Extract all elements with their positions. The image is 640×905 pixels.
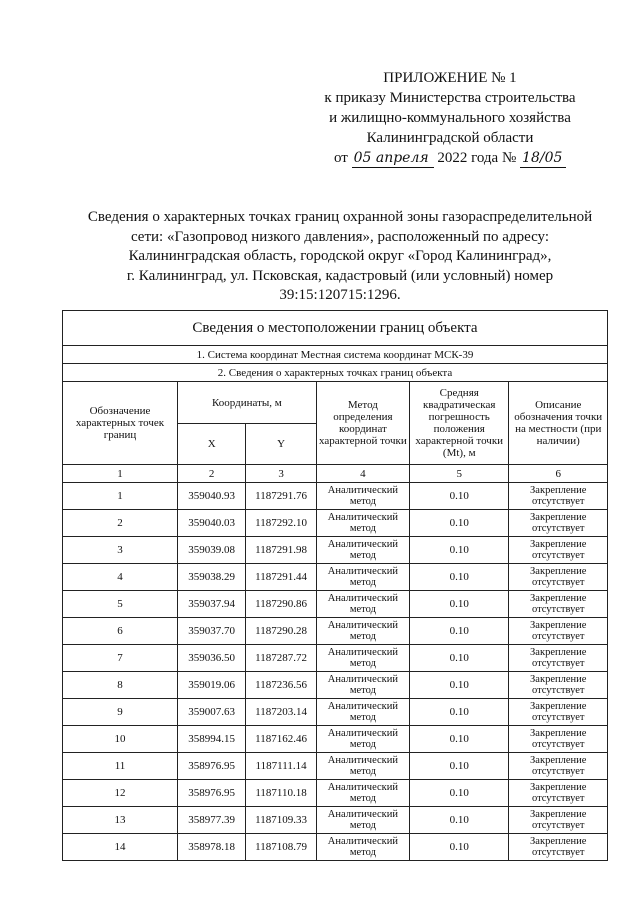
point-number: 11 xyxy=(63,753,178,780)
point-number: 6 xyxy=(63,618,178,645)
coord-y: 1187109.33 xyxy=(246,807,316,834)
table-row xyxy=(63,726,608,753)
coord-x: 358977.39 xyxy=(177,807,245,834)
accuracy: 0.10 xyxy=(410,834,509,861)
point-description: Закрепление отсутствует xyxy=(509,699,608,726)
title-line: Калининградская область, городской округ «Город Калининград», xyxy=(128,248,552,264)
column-number: 2 xyxy=(177,465,245,483)
coord-y: 1187203.14 xyxy=(246,699,316,726)
point-number: 13 xyxy=(63,807,178,834)
method: Аналитический метод xyxy=(316,780,409,807)
method: Аналитический метод xyxy=(316,807,409,834)
header-y: Y xyxy=(246,424,316,465)
section-title: Сведения о местоположении границ объекта xyxy=(63,311,608,346)
boundary-points-table xyxy=(62,310,608,861)
header-accuracy: Средняя квадратическая погрешность положения характерной точки (Mt), м xyxy=(410,382,509,465)
coord-y: 1187291.98 xyxy=(246,537,316,564)
point-description: Закрепление отсутствует xyxy=(509,672,608,699)
point-number: 4 xyxy=(63,564,178,591)
coord-y: 1187111.14 xyxy=(246,753,316,780)
point-description: Закрепление отсутствует xyxy=(509,807,608,834)
accuracy: 0.10 xyxy=(410,510,509,537)
method: Аналитический метод xyxy=(316,537,409,564)
accuracy: 0.10 xyxy=(410,645,509,672)
coord-x: 359007.63 xyxy=(177,699,245,726)
column-number: 1 xyxy=(63,465,178,483)
title-line: сети: «Газопровод низкого давления», расположенный по адресу: xyxy=(130,228,550,245)
accuracy: 0.10 xyxy=(410,780,509,807)
method: Аналитический метод xyxy=(316,564,409,591)
table-row xyxy=(63,753,608,780)
appendix-header xyxy=(300,68,600,168)
coord-x: 358994.15 xyxy=(177,726,245,753)
points-heading: 2. Сведения о характерных точках границ объекта xyxy=(63,364,608,382)
column-number: 6 xyxy=(509,465,608,483)
section-title-row xyxy=(63,311,608,346)
point-number: 8 xyxy=(63,672,178,699)
coord-x: 359040.03 xyxy=(177,510,245,537)
point-number: 1 xyxy=(63,483,178,510)
point-description: Закрепление отсутствует xyxy=(509,483,608,510)
header-designation: Обозначение характерных точек границ xyxy=(63,382,178,465)
accuracy: 0.10 xyxy=(410,807,509,834)
point-description: Закрепление отсутствует xyxy=(509,834,608,861)
column-numbers-row xyxy=(63,465,608,483)
method: Аналитический метод xyxy=(316,510,409,537)
header-description: Описание обозначения точки на местности (при наличии) xyxy=(509,382,608,465)
order-year: 2022 года № xyxy=(437,150,517,166)
table-row xyxy=(63,483,608,510)
coord-system: 1. Система координат Местная система координат МСК-39 xyxy=(63,346,608,364)
points-heading-row xyxy=(63,364,608,382)
coord-x: 359039.08 xyxy=(177,537,245,564)
point-description: Закрепление отсутствует xyxy=(509,618,608,645)
method: Аналитический метод xyxy=(316,699,409,726)
coord-y: 1187162.46 xyxy=(246,726,316,753)
accuracy: 0.10 xyxy=(410,753,509,780)
coord-x: 359036.50 xyxy=(177,645,245,672)
point-description: Закрепление отсутствует xyxy=(509,537,608,564)
method: Аналитический метод xyxy=(316,645,409,672)
title-line: Сведения о характерных точках границ охранной зоны газораспределительной xyxy=(87,209,593,225)
coord-y: 1187110.18 xyxy=(246,780,316,807)
title-line: 39:15:120715:1296. xyxy=(279,287,401,303)
header-coords: Координаты, м xyxy=(177,382,316,424)
column-number: 5 xyxy=(410,465,509,483)
table-row xyxy=(63,807,608,834)
header-x: X xyxy=(177,424,245,465)
table-row xyxy=(63,510,608,537)
column-number: 3 xyxy=(246,465,316,483)
appendix-number: ПРИЛОЖЕНИЕ № 1 xyxy=(383,70,517,86)
order-date-handwritten: 05 апреля xyxy=(352,150,434,168)
point-number: 7 xyxy=(63,645,178,672)
coord-system-row xyxy=(63,346,608,364)
coord-x: 358978.18 xyxy=(177,834,245,861)
point-description: Закрепление отсутствует xyxy=(509,726,608,753)
order-prefix: от xyxy=(333,150,348,166)
point-description: Закрепление отсутствует xyxy=(509,780,608,807)
table-row xyxy=(63,780,608,807)
method: Аналитический метод xyxy=(316,618,409,645)
table-row xyxy=(63,834,608,861)
point-description: Закрепление отсутствует xyxy=(509,564,608,591)
coord-x: 359040.93 xyxy=(177,483,245,510)
point-number: 2 xyxy=(63,510,178,537)
appendix-region: Калининградской области xyxy=(366,130,534,146)
coord-x: 359038.29 xyxy=(177,564,245,591)
method: Аналитический метод xyxy=(316,672,409,699)
point-number: 14 xyxy=(63,834,178,861)
coord-y: 1187292.10 xyxy=(246,510,316,537)
accuracy: 0.10 xyxy=(410,483,509,510)
method: Аналитический метод xyxy=(316,834,409,861)
table-row xyxy=(63,537,608,564)
table-row xyxy=(63,564,608,591)
method: Аналитический метод xyxy=(316,753,409,780)
method: Аналитический метод xyxy=(316,591,409,618)
coord-y: 1187290.28 xyxy=(246,618,316,645)
point-number: 3 xyxy=(63,537,178,564)
header-row xyxy=(63,382,608,424)
coord-y: 1187236.56 xyxy=(246,672,316,699)
coord-y: 1187287.72 xyxy=(246,645,316,672)
accuracy: 0.10 xyxy=(410,537,509,564)
point-number: 9 xyxy=(63,699,178,726)
order-date-line xyxy=(300,148,600,168)
accuracy: 0.10 xyxy=(410,618,509,645)
accuracy: 0.10 xyxy=(410,672,509,699)
method: Аналитический метод xyxy=(316,726,409,753)
table-row xyxy=(63,699,608,726)
accuracy: 0.10 xyxy=(410,591,509,618)
table-row xyxy=(63,672,608,699)
point-description: Закрепление отсутствует xyxy=(509,510,608,537)
column-number: 4 xyxy=(316,465,409,483)
point-number: 12 xyxy=(63,780,178,807)
appendix-ministry: и жилищно-коммунального хозяйства xyxy=(329,110,571,126)
method: Аналитический метод xyxy=(316,483,409,510)
title-line: г. Калининград, ул. Псковская, кадастровый (или условный) номер xyxy=(126,267,554,284)
accuracy: 0.10 xyxy=(410,726,509,753)
coord-x: 359019.06 xyxy=(177,672,245,699)
table-row xyxy=(63,645,608,672)
accuracy: 0.10 xyxy=(410,699,509,726)
coord-x: 358976.95 xyxy=(177,780,245,807)
coord-x: 358976.95 xyxy=(177,753,245,780)
point-number: 5 xyxy=(63,591,178,618)
point-description: Закрепление отсутствует xyxy=(509,591,608,618)
point-description: Закрепление отсутствует xyxy=(509,645,608,672)
accuracy: 0.10 xyxy=(410,564,509,591)
table-row xyxy=(63,591,608,618)
point-description: Закрепление отсутствует xyxy=(509,753,608,780)
document-title xyxy=(70,208,610,306)
coord-y: 1187108.79 xyxy=(246,834,316,861)
table-row xyxy=(63,618,608,645)
appendix-order-ref: к приказу Министерства строительства xyxy=(324,90,576,106)
order-number-handwritten: 18/05 xyxy=(520,150,566,168)
coord-x: 359037.94 xyxy=(177,591,245,618)
point-number: 10 xyxy=(63,726,178,753)
coord-y: 1187291.76 xyxy=(246,483,316,510)
header-method: Метод определения координат характерной точки xyxy=(316,382,409,465)
coord-y: 1187291.44 xyxy=(246,564,316,591)
coord-y: 1187290.86 xyxy=(246,591,316,618)
coord-x: 359037.70 xyxy=(177,618,245,645)
